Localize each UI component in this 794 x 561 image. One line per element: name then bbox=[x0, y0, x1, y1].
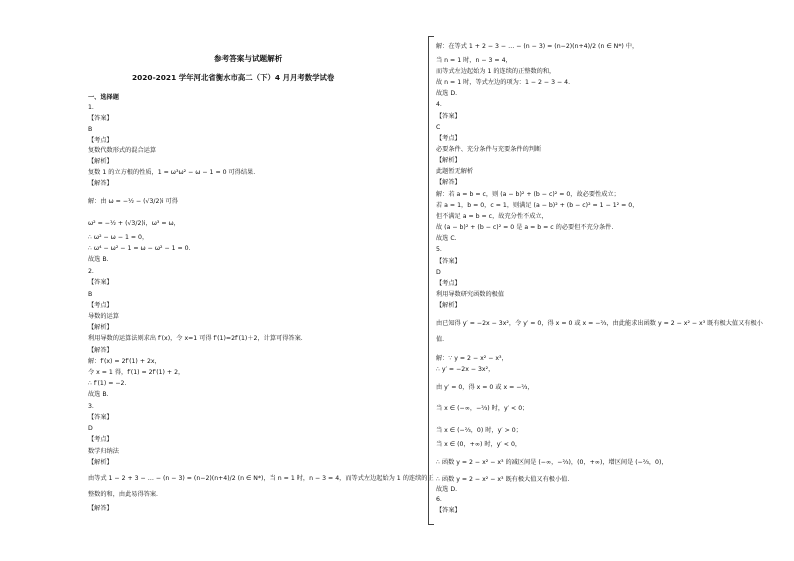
page-title: 参考答案与试题解析 bbox=[214, 54, 283, 63]
left-line: 整数的和，由此易得答案. bbox=[88, 491, 159, 498]
right-line: 故选 C. bbox=[436, 235, 457, 242]
left-line: 3. bbox=[88, 403, 94, 410]
right-line: 【答案】 bbox=[436, 113, 461, 120]
right-line: 当 x ∈ (0，+∞) 时，y′ < 0， bbox=[436, 441, 522, 448]
left-line: 【解析】 bbox=[88, 324, 113, 331]
column-divider bbox=[428, 36, 429, 524]
right-line: 此题暂无解析 bbox=[436, 168, 474, 175]
right-line: 若 a = 1，b = 0，c = 1，则满足 (a − b)² + (b − c)² = 1 − 1² = 0， bbox=[436, 202, 639, 209]
left-line: 解：由 ω = −½ − (√3/2)i 可得 bbox=[88, 198, 178, 205]
right-line: 故选 D. bbox=[436, 90, 458, 97]
left-line: 【考点】 bbox=[88, 436, 113, 443]
left-line: 【解析】 bbox=[88, 459, 113, 466]
right-line: 【答案】 bbox=[436, 258, 461, 265]
right-line: 解：∵ y = 2 − x² − x³， bbox=[436, 355, 508, 362]
right-line: 当 x ∈ (−∞，−⅔) 时，y′ < 0； bbox=[436, 405, 529, 412]
left-line: B bbox=[88, 126, 93, 133]
left-line: ω² = −½ + (√3/2)i，ω³ = ω， bbox=[88, 220, 180, 227]
left-line: 利用导数的运算法则求出 f′(x)，令 x=1 可得 f′(1)=2f′(1)＋2，计算可得答案. bbox=[88, 335, 303, 342]
right-line: 由已知得 y′ = −2x − 3x²，令 y′ = 0，得 x = 0 或 x = −⅔，由此能求出函数 y = 2 − x² − x³ 既有极大值又有极小 bbox=[436, 320, 763, 327]
right-line: 解：在等式 1 + 2 − 3 − … − (n − 3) = (n−2)(n+4)/2 (n ∈ N*) 中， bbox=[436, 43, 639, 50]
right-line: C bbox=[436, 124, 441, 131]
left-line: 【解析】 bbox=[88, 158, 113, 165]
left-line: 导数的运算 bbox=[88, 313, 119, 320]
column-divider-bottom bbox=[428, 524, 434, 525]
right-line: 5. bbox=[436, 246, 442, 253]
right-line: 故 n = 1 时，等式左边的项为：1 − 2 − 3 − 4. bbox=[436, 79, 571, 86]
left-line: 令 x = 1 得，f′(1) = 2f′(1) + 2， bbox=[88, 369, 185, 376]
left-line: 【解答】 bbox=[88, 505, 113, 512]
left-line: 1. bbox=[88, 104, 94, 111]
left-line: 由等式 1 − 2 + 3 − … − (n − 3) = (n−2)(n+4)/2 (n ∈ N*)，当 n = 1 时，n − 3 = 4，而等式左边起始为 1 的连续的正 bbox=[88, 475, 434, 482]
left-line: 【考点】 bbox=[88, 302, 113, 309]
right-line: 而等式左边起始为 1 的连续的正整数的和， bbox=[436, 68, 556, 75]
right-line: 利用导数研究函数的极值 bbox=[436, 291, 505, 298]
right-line: 【解答】 bbox=[436, 179, 461, 186]
left-line: 数学归纳法 bbox=[88, 448, 119, 455]
right-line: 故 (a − b)² + (b − c)² = 0 是 a = b = c 的必要但不充分条件. bbox=[436, 224, 614, 231]
right-line: ∴ 函数 y = 2 − x² − x³ 既有极大值又有极小值. bbox=[436, 476, 570, 483]
left-line: ∴ f′(1) = −2. bbox=[88, 380, 127, 387]
right-line: 【解析】 bbox=[436, 157, 461, 164]
left-line: 复数代数形式的混合运算 bbox=[88, 147, 157, 154]
column-divider-top bbox=[428, 36, 434, 37]
right-line: 由 y′ = 0，得 x = 0 或 x = −⅔， bbox=[436, 384, 534, 391]
right-line: 当 x ∈ (−⅔，0) 时，y′ > 0； bbox=[436, 427, 522, 434]
right-line: 【解析】 bbox=[436, 302, 461, 309]
right-line: D bbox=[436, 269, 441, 276]
left-line: 【解答】 bbox=[88, 180, 113, 187]
right-line: ∴ y′ = −2x − 3x²， bbox=[436, 366, 495, 373]
right-line: 故选 D. bbox=[436, 486, 458, 493]
left-line: 2. bbox=[88, 268, 94, 275]
right-line: ∴ 函数 y = 2 − x² − x³ 的减区间是 (−∞，−⅔)，(0，+∞)，增区间是 (−⅔，0)， bbox=[436, 459, 668, 466]
left-line: 【答案】 bbox=[88, 115, 113, 122]
left-line: ∴ ω⁴ − ω² − 1 = ω − ω² − 1 = 0. bbox=[88, 245, 191, 252]
right-line: 【考点】 bbox=[436, 280, 461, 287]
right-line: 解：若 a = b = c，则 (a − b)² + (b − c)² = 0，故必要性成立； bbox=[436, 191, 620, 198]
left-line: 【答案】 bbox=[88, 279, 113, 286]
right-line: 4. bbox=[436, 101, 442, 108]
left-line: D bbox=[88, 425, 93, 432]
left-line: 复数 1 的立方根的性质，1 = ω³ω² − ω − 1 = 0 可得结果. bbox=[88, 169, 256, 176]
left-line: ∴ ω² − ω − 1 = 0， bbox=[88, 234, 149, 241]
right-line: 6. bbox=[436, 496, 442, 503]
left-line: B bbox=[88, 291, 93, 298]
left-line: 【答案】 bbox=[88, 414, 113, 421]
right-line: 值. bbox=[436, 336, 445, 343]
left-line: 一、选择题 bbox=[88, 94, 119, 101]
right-line: 必要条件、充分条件与充要条件的判断 bbox=[436, 146, 542, 153]
left-line: 故选 B. bbox=[88, 256, 109, 263]
exam-subtitle: 2020-2021 学年河北省衡水市高二（下）4 月月考数学试卷 bbox=[132, 73, 335, 82]
left-line: 故选 B. bbox=[88, 391, 109, 398]
right-line: 当 n = 1 时，n − 3 = 4， bbox=[436, 57, 512, 64]
left-line: 解：f′(x) = 2f′(1) + 2x， bbox=[88, 358, 161, 365]
right-line: 但不满足 a = b = c，故充分性不成立， bbox=[436, 213, 548, 220]
right-line: 【考点】 bbox=[436, 135, 461, 142]
right-line: 【答案】 bbox=[436, 507, 461, 514]
left-line: 【解答】 bbox=[88, 347, 113, 354]
left-line: 【考点】 bbox=[88, 137, 113, 144]
